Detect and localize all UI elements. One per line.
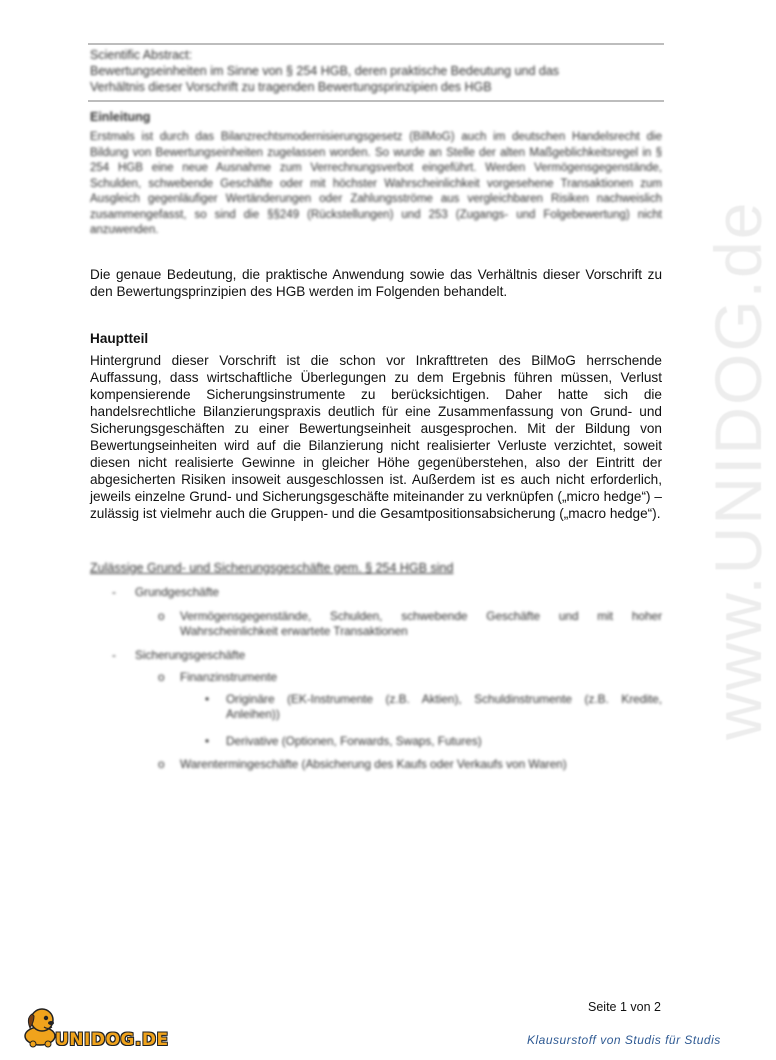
bottom-rule: [88, 100, 664, 102]
list-marker-circle: o: [158, 609, 165, 623]
list-marker-dash: -: [112, 585, 116, 599]
list-marker-dash: -: [112, 648, 116, 662]
list-title: Zulässige Grund- und Sicherungsgeschäfte gem. § 254 HGB sind: [90, 561, 454, 575]
intro-followup: Die genaue Bedeutung, die praktische Anwendung sowie das Verhältnis dieser Vorschrift zu den Bewertungsprinzipien des HGB werden im Folgenden behandelt.: [90, 267, 662, 299]
list-item-sicherungsgeschaefte: Sicherungsgeschäfte: [135, 648, 246, 662]
abstract-label: Scientific Abstract:: [90, 48, 193, 62]
main-paragraph: Hintergrund dieser Vorschrift ist die schon vor Inkrafttreten des BilMoG herrschende Auffassung, dass wirtschaftliche Überlegungen zu dem Ergebnis führen müssen, Verlust kompensierende Sicherungsinstrumente zu berücksichtigen. Daher hatte sich die handelsrechtliche Bilanzierungspraxis deutlich für eine Zusammenfassung von Grund- und Sicherungsgeschäften zu einer Bewertungseinheit ausgesprochen. Mit der Bildung von Bewertungseinheiten wird auf die Bilanzierung nicht realisierter Verluste verzichtet, soweit diesen nicht realisierte Gewinne in gleicher Höhe gegenüberstehen, also der Eintritt der abgesicherten Risiken insoweit ausgeschlossen ist. Außerdem ist es auch nicht erforderlich, jeweils einzelne Grund- und Sicherungsgeschäfte miteinander zu verknüpfen („micro hedge“) – zulässig ist vielmehr auch die Gruppen- und die Gesamtpositionsabsicherung („macro hedge“).: [90, 353, 662, 521]
abstract-title-line2: Verhältnis dieser Vorschrift zu tragenden Bewertungsprinzipien des HGB: [90, 80, 492, 94]
abstract-block: [90, 47, 664, 95]
list-item-derivative: Derivative (Optionen, Forwards, Swaps, Futures): [226, 734, 482, 748]
list-item-finanzinstrumente: Finanzinstrumente: [180, 670, 278, 684]
footer-tagline: Klausurstoff von Studis für Studis: [527, 1033, 721, 1047]
list-marker-circle: o: [158, 757, 165, 771]
intro-paragraph: Erstmals ist durch das Bilanzrechtsmodernisierungsgesetz (BilMoG) auch im deutschen Handelsrecht die Bildung von Bewertungseinheiten zugelassen worden. So wurde an Stelle der alten Maßgeblichkeitsregel in § 254 HGB eine neue Ausnahme zum Verrechnungsverbot eingeführt. Werden Vermögensgegenstände, Schulden, schwebende Geschäfte oder mit höchster Wahrscheinlichkeit vorgesehene Transaktionen zum Ausgleich gegenläufiger Wertänderungen oder Zahlungsströme aus vergleichbaren Risiken nachweislich zusammengefasst, so sind die §§249 (Rückstellungen) und 253 (Zugangs- und Folgebewertung) nicht anzuwenden.: [90, 131, 662, 236]
main-heading: Hauptteil: [90, 331, 149, 346]
list-item-originaere: Originäre (EK-Instrumente (z.B. Aktien), Schuldinstrumente (z.B. Kredite, Anleihen)): [226, 692, 662, 721]
list-item-warentermingeschaefte: Warentermingeschäfte (Absicherung des Kaufs oder Verkaufs von Waren): [180, 757, 567, 771]
list-item-grundgeschaefte: Grundgeschäfte: [135, 585, 219, 599]
top-rule: [88, 43, 664, 45]
list-item-vermoegensgegenstaende: Vermögensgegenstände, Schulden, schwebende Geschäfte und mit hoher Wahrscheinlichkeit erwartete Transaktionen: [180, 609, 662, 638]
list-marker-bullet: •: [205, 734, 210, 748]
logo-wordmark: UNIDOG.DE: [55, 1030, 169, 1050]
page-number: Seite 1 von 2: [588, 1000, 661, 1014]
abstract-title-line1: Bewertungseinheiten im Sinne von § 254 HGB, deren praktische Bedeutung und das: [90, 64, 560, 78]
intro-heading: Einleitung: [90, 110, 151, 124]
list-marker-circle: o: [158, 670, 165, 684]
list-marker-bullet: •: [205, 692, 210, 706]
watermark: www.UNIDOG.de: [701, 200, 775, 740]
